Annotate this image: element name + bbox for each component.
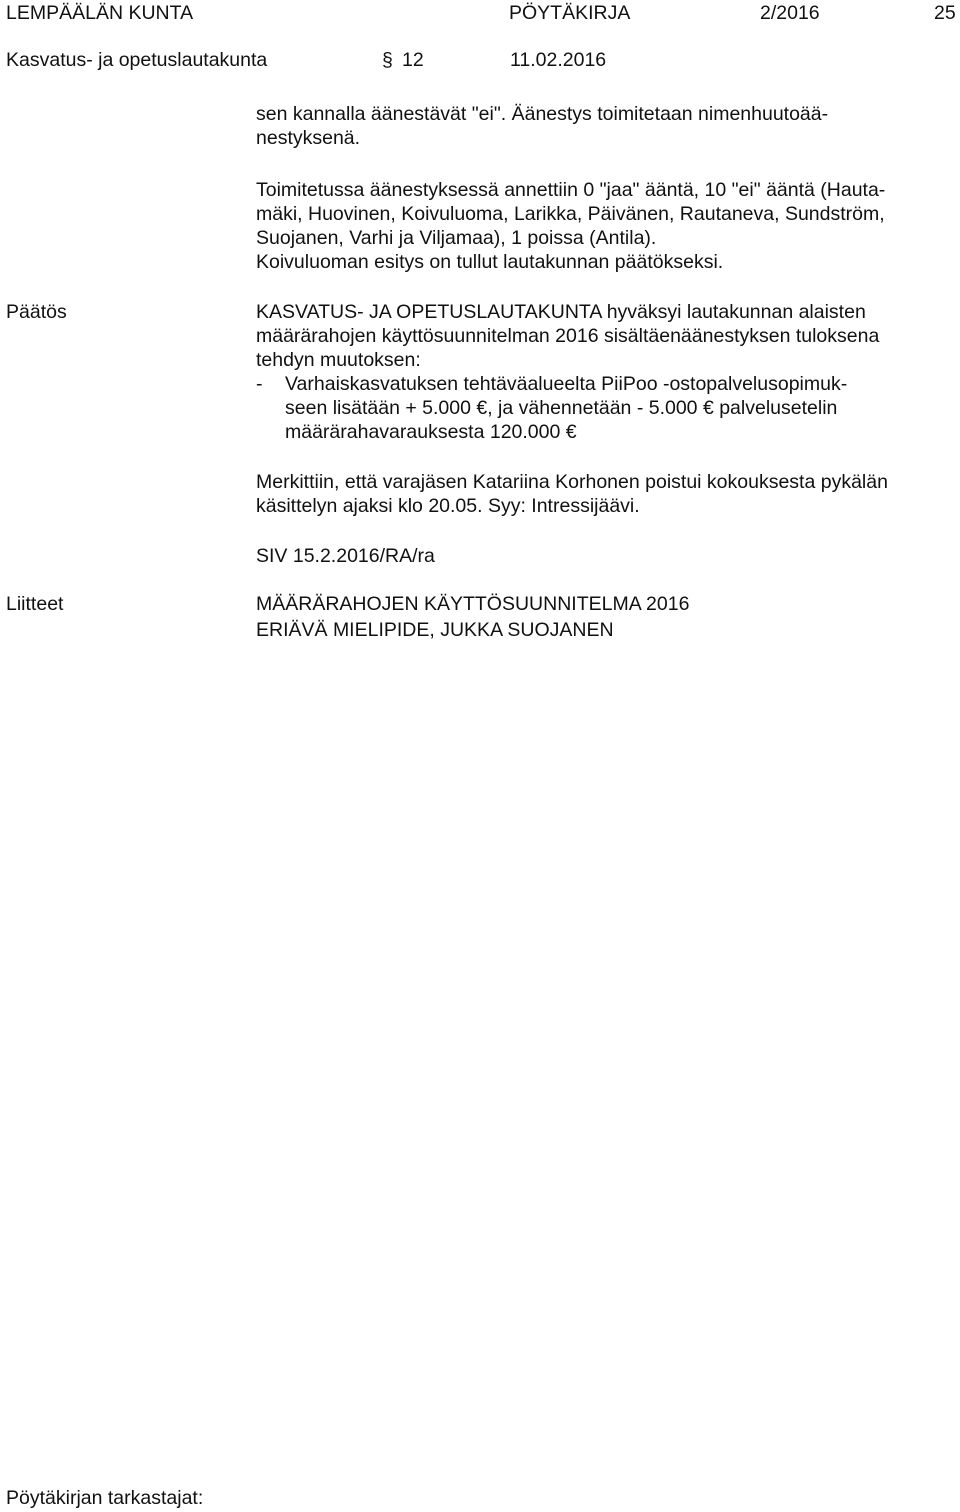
vote-line: mäki, Huovinen, Koivuluoma, Larikka, Päivänen, Rautaneva, Sundström, [256, 203, 885, 225]
page-number: 25 [934, 2, 956, 24]
bullet-line: Varhaiskasvatuksen tehtäväalueelta PiiPoo -ostopalvelusopimuk- [285, 373, 848, 395]
note-line: Merkittiin, että varajäsen Katariina Korhonen poistui kokouksesta pykälän [256, 471, 888, 493]
attachments-label: Liitteet [6, 593, 64, 615]
vote-line: Koivuluoman esitys on tullut lautakunnan päätökseksi. [256, 251, 724, 273]
bullet-line: määrärahavarauksesta 120.000 € [285, 421, 577, 443]
reference-code: SIV 15.2.2016/RA/ra [256, 545, 435, 567]
vote-line: Suojanen, Varhi ja Viljamaa), 1 poissa (Antila). [256, 227, 657, 249]
municipality-name: LEMPÄÄLÄN KUNTA [6, 2, 194, 24]
intro-line: sen kannalla äänestävät "ei". Äänestys toimitetaan nimenhuutoää- [256, 103, 829, 125]
section-number: 12 [402, 49, 424, 71]
section-sign: § [382, 49, 393, 71]
document-number: 2/2016 [760, 2, 820, 24]
vote-line: Toimitetussa äänestyksessä annettiin 0 "jaa" ääntä, 10 "ei" ääntä (Hauta- [256, 179, 886, 201]
attachment-item: ERIÄVÄ MIELIPIDE, JUKKA SUOJANEN [256, 619, 614, 641]
decision-line: KASVATUS- JA OPETUSLAUTAKUNTA hyväksyi lautakunnan alaisten [256, 301, 866, 323]
note-line: käsittelyn ajaksi klo 20.05. Syy: Intressijäävi. [256, 495, 640, 517]
intro-line: nestyksenä. [256, 127, 361, 149]
decision-label: Päätös [6, 301, 67, 323]
decision-line: tehdyn muutoksen: [256, 349, 421, 371]
inspectors-label: Pöytäkirjan tarkastajat: [6, 1487, 204, 1509]
meeting-date: 11.02.2016 [510, 49, 607, 71]
bullet-marker: - [256, 373, 263, 395]
bullet-line: seen lisätään + 5.000 €, ja vähennetään - 5.000 € palvelusetelin [285, 397, 838, 419]
decision-line: määrärahojen käyttösuunnitelman 2016 sisältäenäänestyksen tuloksena [256, 325, 880, 347]
document-type: PÖYTÄKIRJA [509, 2, 631, 24]
board-name: Kasvatus- ja opetuslautakunta [6, 49, 268, 71]
attachment-item: MÄÄRÄRAHOJEN KÄYTTÖSUUNNITELMA 2016 [256, 593, 690, 615]
